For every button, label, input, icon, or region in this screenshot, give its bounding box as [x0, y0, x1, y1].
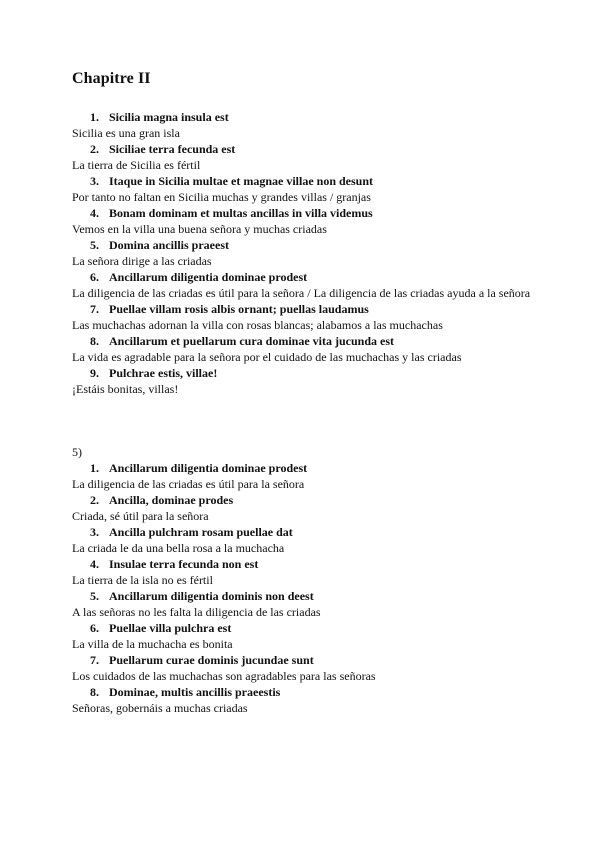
exercise-item: [72, 333, 542, 365]
item-number: 9.: [90, 366, 99, 380]
latin-sentence: [72, 492, 542, 508]
item-number: 7.: [90, 302, 99, 316]
exercise-item: [72, 588, 542, 620]
latin-text: Ancilla, dominae prodes: [109, 493, 234, 507]
latin-sentence: [72, 269, 542, 285]
exercise-item: [72, 684, 542, 716]
latin-text: Ancilla pulchram rosam puellae dat: [109, 525, 293, 539]
latin-sentence: [72, 620, 542, 636]
exercise-item: [72, 524, 542, 556]
item-number: 4.: [90, 557, 99, 571]
latin-text: Ancillarum diligentia dominis non deest: [109, 589, 314, 603]
item-number: 2.: [90, 493, 99, 507]
latin-sentence: [72, 684, 542, 700]
chapter-title: Chapitre II: [72, 70, 151, 87]
item-number: 8.: [90, 334, 99, 348]
latin-sentence: [72, 333, 542, 349]
spanish-translation: La villa de la muchacha es bonita: [72, 637, 233, 651]
item-number: 6.: [90, 270, 99, 284]
spanish-translation: La criada le da una bella rosa a la muchacha: [72, 541, 285, 555]
spanish-translation: Las muchachas adornan la villa con rosas blancas; alabamos a las muchachas: [72, 318, 443, 332]
latin-sentence: [72, 652, 542, 668]
latin-sentence: [72, 301, 542, 317]
item-number: 5.: [90, 589, 99, 603]
spanish-translation: La vida es agradable para la señora por el cuidado de las muchachas y las criadas: [72, 350, 462, 364]
latin-sentence: [72, 109, 542, 125]
spanish-translation: La señora dirige a las criadas: [72, 254, 212, 268]
exercise-item: [72, 269, 542, 301]
exercise-item: [72, 365, 542, 397]
exercise-item: [72, 460, 542, 492]
item-number: 8.: [90, 685, 99, 699]
exercise-item: [72, 173, 542, 205]
latin-text: Domina ancillis praeest: [109, 238, 229, 252]
latin-text: Puellarum curae dominis jucundae sunt: [109, 653, 314, 667]
latin-text: Puellae villam rosis albis ornant; puellas laudamus: [109, 302, 369, 316]
spanish-translation: La diligencia de las criadas es útil para la señora / La diligencia de las criadas ayuda a la señora: [72, 286, 531, 300]
latin-sentence: [72, 237, 542, 253]
item-number: 3.: [90, 525, 99, 539]
spanish-translation: Vemos en la villa una buena señora y muchas criadas: [72, 222, 327, 236]
latin-text: Sicilia magna insula est: [109, 110, 229, 124]
item-number: 1.: [90, 110, 99, 124]
item-number: 5.: [90, 238, 99, 252]
latin-text: Puellae villa pulchra est: [109, 621, 232, 635]
spanish-translation: ¡Estáis bonitas, villas!: [72, 382, 179, 396]
latin-sentence: [72, 173, 542, 189]
item-number: 1.: [90, 461, 99, 475]
latin-sentence: [72, 460, 542, 476]
spanish-translation: La tierra de Sicilia es fértil: [72, 158, 201, 172]
exercise-item: [72, 141, 542, 173]
item-number: 4.: [90, 206, 99, 220]
item-number: 6.: [90, 621, 99, 635]
spanish-translation: Señoras, gobernáis a muchas criadas: [72, 701, 248, 715]
latin-text: Ancillarum diligentia dominae prodest: [109, 270, 308, 284]
spanish-translation: La diligencia de las criadas es útil para la señora: [72, 477, 305, 491]
latin-text: Ancillarum diligentia dominae prodest: [109, 461, 308, 475]
exercise-item: [72, 109, 542, 141]
latin-sentence: [72, 556, 542, 572]
latin-text: Siciliae terra fecunda est: [109, 142, 236, 156]
spanish-translation: Los cuidados de las muchachas son agradables para las señoras: [72, 669, 376, 683]
latin-text: Dominae, multis ancillis praeestis: [109, 685, 281, 699]
exercise-item: [72, 620, 542, 652]
item-number: 2.: [90, 142, 99, 156]
exercise-item: [72, 237, 542, 269]
section-label: 5): [72, 445, 82, 459]
item-number: 7.: [90, 653, 99, 667]
exercise-item: [72, 301, 542, 333]
latin-text: Ancillarum et puellarum cura dominae vita jucunda est: [109, 334, 394, 348]
exercise-section-2: [72, 444, 542, 716]
latin-text: Bonam dominam et multas ancillas in villa videmus: [109, 206, 373, 220]
latin-text: Itaque in Sicilia multae et magnae villae non desunt: [109, 174, 374, 188]
latin-sentence: [72, 205, 542, 221]
spanish-translation: Sicilia es una gran isla: [72, 126, 180, 140]
exercise-section-1: [72, 109, 542, 397]
latin-sentence: [72, 524, 542, 540]
latin-sentence: [72, 141, 542, 157]
exercise-item: [72, 205, 542, 237]
exercise-item: [72, 652, 542, 684]
exercise-item: [72, 492, 542, 524]
spanish-translation: Criada, sé útil para la señora: [72, 509, 209, 523]
spanish-translation: A las señoras no les falta la diligencia de las criadas: [72, 605, 321, 619]
spanish-translation: La tierra de la isla no es fértil: [72, 573, 213, 587]
item-number: 3.: [90, 174, 99, 188]
latin-sentence: [72, 365, 542, 381]
latin-text: Insulae terra fecunda non est: [109, 557, 259, 571]
spanish-translation: Por tanto no faltan en Sicilia muchas y grandes villas / granjas: [72, 190, 371, 204]
latin-text: Pulchrae estis, villae!: [109, 366, 218, 380]
latin-sentence: [72, 588, 542, 604]
exercise-item: [72, 556, 542, 588]
